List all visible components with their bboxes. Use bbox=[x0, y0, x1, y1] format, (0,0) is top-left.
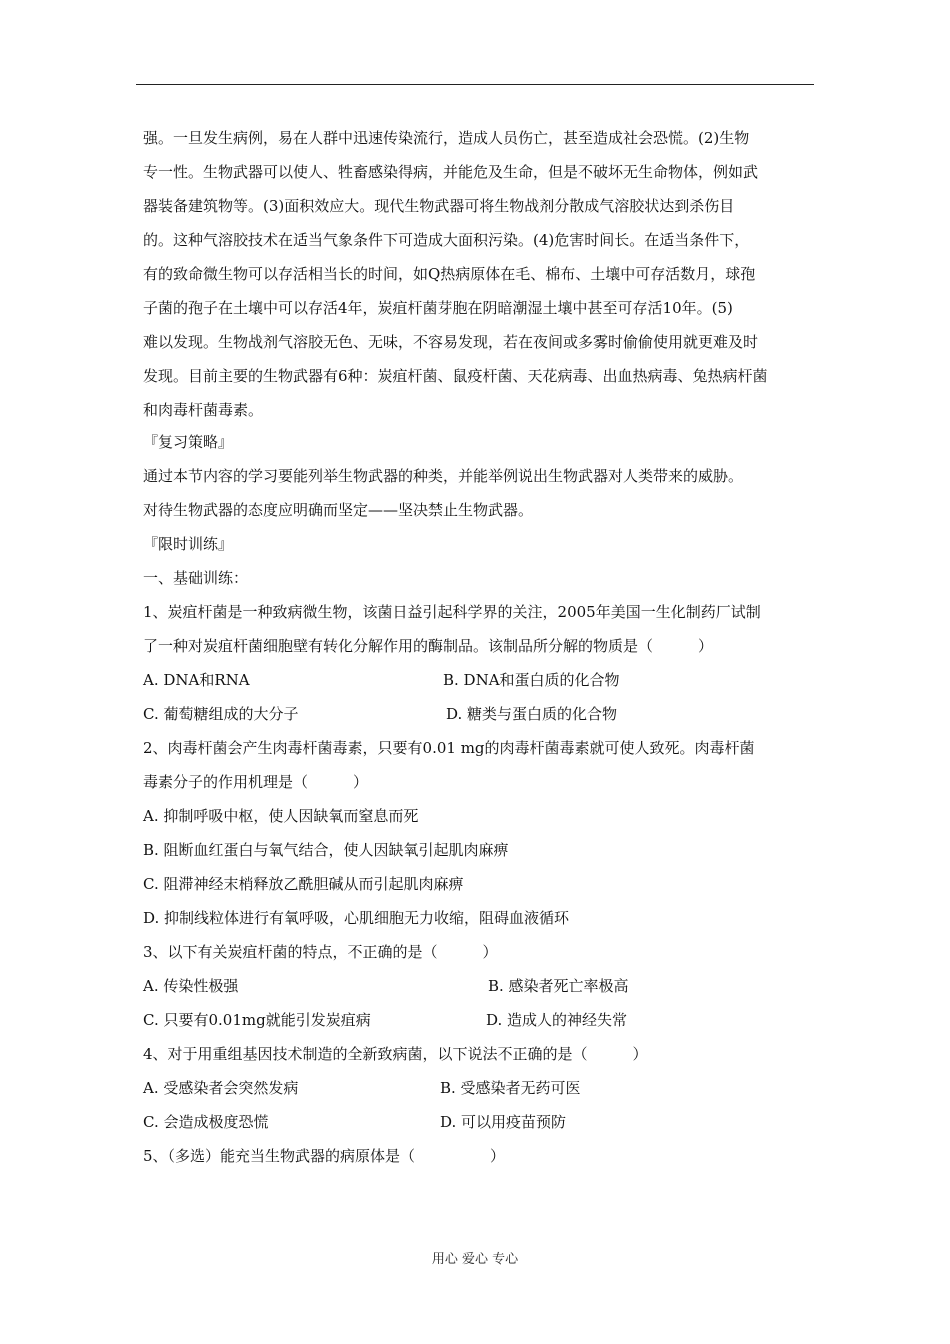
question-stem: 4、对于用重组基因技术制造的全新致病菌，以下说法不正确的是（ ） bbox=[143, 1045, 648, 1063]
question-stem: 毒素分子的作用机理是（ ） bbox=[143, 773, 369, 791]
section-heading: 一、基础训练： bbox=[143, 569, 249, 587]
option-b: B. 阻断血红蛋白与氧气结合，使人因缺氧引起肌肉麻痹 bbox=[143, 841, 509, 859]
training-heading: 『限时训练』 bbox=[143, 535, 234, 553]
option-a: A. DNA和RNA bbox=[143, 671, 250, 689]
paragraph-line: 和肉毒杆菌毒素。 bbox=[143, 401, 264, 419]
paragraph-line: 强。一旦发生病例，易在人群中迅速传染流行，造成人员伤亡，甚至造成社会恐慌。(2)生物 bbox=[143, 129, 750, 147]
option-a: A. 受感染者会突然发病 bbox=[143, 1079, 299, 1097]
page-footer: 用心 爱心 专心 bbox=[431, 1252, 519, 1267]
question-stem: 1、炭疽杆菌是一种致病微生物，该菌日益引起科学界的关注，2005年美国一生化制药厂试制 bbox=[143, 603, 761, 621]
paragraph-line: 难以发现。生物战剂气溶胶无色、无味，不容易发现，若在夜间或多雾时偷偷使用就更难及时 bbox=[143, 333, 759, 351]
option-c: C. 葡萄糖组成的大分子 bbox=[143, 705, 299, 723]
option-d: D. 糖类与蛋白质的化合物 bbox=[446, 705, 618, 723]
question-stem: 了一种对炭疽杆菌细胞壁有转化分解作用的酶制品。该制品所分解的物质是（ ） bbox=[143, 637, 714, 655]
option-a: A. 传染性极强 bbox=[143, 977, 239, 995]
paragraph-line: 专一性。生物武器可以使人、牲畜感染得病，并能危及生命，但是不破坏无生命物体，例如武 bbox=[143, 163, 759, 181]
question-stem: 5、（多选）能充当生物武器的病原体是（ ） bbox=[143, 1147, 506, 1165]
paragraph-line: 发现。目前主要的生物武器有6种：炭疽杆菌、鼠疫杆菌、天花病毒、出血热病毒、兔热病杆菌 bbox=[143, 367, 768, 385]
review-line: 通过本节内容的学习要能列举生物武器的种类，并能举例说出生物武器对人类带来的威胁。 bbox=[143, 467, 744, 485]
option-c: C. 阻滞神经末梢释放乙酰胆碱从而引起肌肉麻痹 bbox=[143, 875, 464, 893]
option-c: C. 只要有0.01mg就能引发炭疽病 bbox=[143, 1011, 371, 1029]
paragraph-line: 的。这种气溶胶技术在适当气象条件下可造成大面积污染。(4)危害时间长。在适当条件下， bbox=[143, 231, 750, 249]
option-c: C. 会造成极度恐慌 bbox=[143, 1113, 269, 1131]
option-d: D. 抑制线粒体进行有氧呼吸，心肌细胞无力收缩，阻碍血液循环 bbox=[143, 909, 570, 927]
review-line: 对待生物武器的态度应明确而坚定——坚决禁止生物武器。 bbox=[143, 501, 534, 519]
option-d: D. 可以用疫苗预防 bbox=[440, 1113, 567, 1131]
question-stem: 3、以下有关炭疽杆菌的特点，不正确的是（ ） bbox=[143, 943, 498, 961]
question-stem: 2、肉毒杆菌会产生肉毒杆菌毒素，只要有0.01 mg的肉毒杆菌毒素就可使人致死。肉毒杆菌 bbox=[143, 739, 755, 757]
paragraph-line: 器装备建筑物等。(3)面积效应大。现代生物武器可将生物战剂分散成气溶胶状达到杀伤目 bbox=[143, 197, 735, 215]
option-a: A. 抑制呼吸中枢，使人因缺氧而窒息而死 bbox=[143, 807, 419, 825]
review-heading: 『复习策略』 bbox=[143, 433, 234, 451]
option-d: D. 造成人的神经失常 bbox=[486, 1011, 628, 1029]
option-b: B. 感染者死亡率极高 bbox=[488, 977, 629, 995]
header-rule bbox=[136, 84, 814, 85]
option-b: B. DNA和蛋白质的化合物 bbox=[443, 671, 620, 689]
paragraph-line: 子菌的孢子在土壤中可以存活4年，炭疽杆菌芽胞在阴暗潮湿土壤中甚至可存活10年。(5) bbox=[143, 299, 733, 317]
option-b: B. 受感染者无药可医 bbox=[440, 1079, 581, 1097]
paragraph-line: 有的致命微生物可以存活相当长的时间，如Q热病原体在毛、棉布、土壤中可存活数月，球孢 bbox=[143, 265, 756, 283]
